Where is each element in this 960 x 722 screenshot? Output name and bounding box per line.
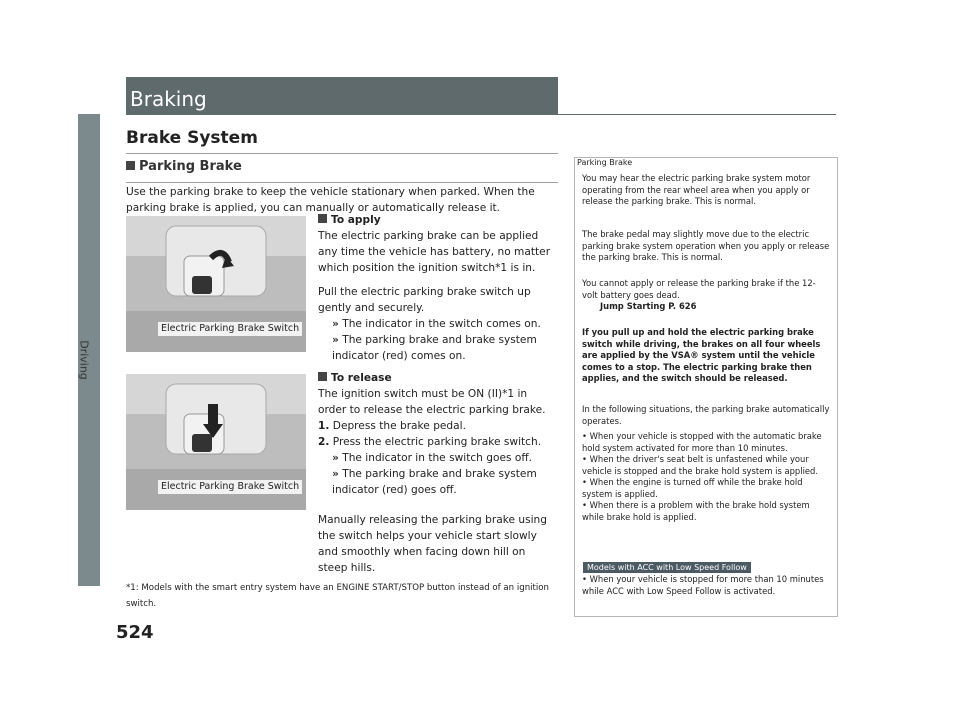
apply-result1: The indicator in the switch comes on. (342, 318, 541, 330)
arrow-icon: » (332, 334, 339, 346)
parking-brake-heading-text: Parking Brake (139, 159, 242, 174)
arrow-icon: » (332, 468, 339, 480)
release-result2: The parking brake and brake system indicator (red) goes off. (332, 468, 537, 496)
apply-section (318, 212, 558, 364)
note-xref[interactable]: Jump Starting P. 626 (600, 301, 697, 311)
header-rule (126, 114, 836, 115)
apply-heading (318, 212, 558, 228)
note-p4: If you pull up and hold the electric parking brake switch while driving, the brakes on all four wheels are applied by the VSA® system until the vehicle comes to a stop. The electric parking brake then applies, and the switch should be released. (582, 327, 821, 383)
note-bullet: • When your vehicle is stopped with the automatic brake hold system activated for more than 10 minutes. (582, 431, 822, 453)
chapter-label: Driving (77, 340, 91, 380)
release-step2-row: 2. Press the electric parking brake switch. (318, 436, 542, 448)
parking-brake-heading (126, 159, 242, 174)
square-bullet-icon (126, 161, 135, 170)
release-result1: The indicator in the switch goes off. (342, 452, 533, 464)
note-bullets (582, 431, 830, 523)
apply-heading-text: To apply (331, 214, 381, 226)
release-step1: Depress the brake pedal. (332, 420, 466, 432)
note-bullet: • When the engine is turned off while the brake hold system is applied. (582, 477, 803, 499)
photo-caption-2: Electric Parking Brake Switch (158, 480, 302, 494)
square-bullet-icon (318, 214, 327, 223)
release-heading (318, 370, 558, 386)
release-heading-text: To release (331, 372, 392, 384)
photo-caption-1: Electric Parking Brake Switch (158, 322, 302, 336)
section-title: Brake System (126, 128, 258, 148)
note-box (574, 157, 838, 617)
arrow-icon: » (332, 452, 339, 464)
note-bullet-last: • When your vehicle is stopped for more than 10 minutes while ACC with Low Speed Follow is activated. (582, 574, 824, 596)
square-bullet-icon (318, 372, 327, 381)
note-bullet: • When there is a problem with the brake hold system while brake hold is applied. (582, 500, 810, 522)
chapter-title: Braking (130, 87, 207, 111)
release-para2: Manually releasing the parking brake using the switch helps your vehicle start slowly and smoothly when facing down hill on steep hills. (318, 514, 547, 574)
release-result2-row (318, 466, 558, 498)
release-para1: The ignition switch must be ON (II)*1 in order to release the electric parking brake. (318, 388, 546, 416)
release-step1-row: 1. Depress the brake pedal. (318, 420, 466, 432)
note-bullet: • When the driver's seat belt is unfastened while your vehicle is stopped and the brake hold system is applied. (582, 454, 819, 476)
acc-badge: Models with ACC with Low Speed Follow (583, 562, 751, 573)
apply-result2-row (318, 332, 558, 364)
intro-paragraph: Use the parking brake to keep the vehicle stationary when parked. When the parking brake is applied, you can manually or automatically release it. (126, 186, 535, 214)
page-number: 524 (116, 622, 154, 643)
apply-result1-row (318, 316, 558, 332)
arrow-icon: » (332, 318, 339, 330)
apply-result2: The parking brake and brake system indicator (red) comes on. (332, 334, 537, 362)
release-section (318, 370, 558, 498)
apply-para1: The electric parking brake can be applied any time the vehicle has battery, no matter which position the ignition switch*1 is in. (318, 230, 551, 274)
note-p3: You cannot apply or release the parking brake if the 12-volt battery goes dead. (582, 278, 816, 300)
release-step2: Press the electric parking brake switch. (332, 436, 542, 448)
note-p2: The brake pedal may slightly move due to the electric parking brake system operation when you apply or release the parking brake. This is normal. (582, 229, 830, 262)
footnote: *1: Models with the smart entry system have an ENGINE START/STOP button instead of an ignition switch. (126, 583, 549, 609)
note-p1: You may hear the electric parking brake system motor operating from the rear wheel area when you apply or release the parking brake. This is normal. (582, 173, 811, 206)
release-result1-row (318, 450, 558, 466)
note-p5: In the following situations, the parking brake automatically operates. (582, 404, 830, 426)
note-heading: Parking Brake (577, 158, 633, 167)
apply-para2: Pull the electric parking brake switch up gently and securely. (318, 286, 531, 314)
